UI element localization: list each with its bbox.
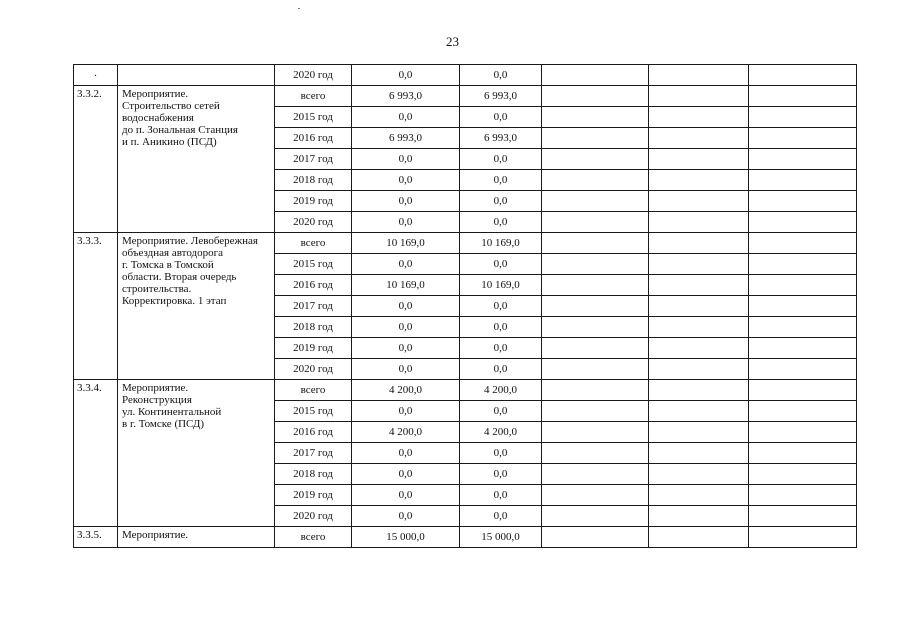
empty-cell [749, 359, 857, 380]
value-budget-cell: 10 169,0 [460, 275, 542, 296]
description-line: ул. Континентальной [122, 406, 222, 418]
year-cell: 2017 год [275, 443, 352, 464]
empty-cell [542, 191, 649, 212]
empty-cell [649, 506, 749, 527]
empty-cell [749, 65, 857, 86]
table-row [74, 233, 857, 254]
empty-cell [649, 464, 749, 485]
empty-cell [749, 233, 857, 254]
empty-cell [542, 128, 649, 149]
value-budget-cell: 0,0 [460, 212, 542, 233]
empty-cell [749, 191, 857, 212]
value-budget-cell: 4 200,0 [460, 380, 542, 401]
empty-cell [649, 317, 749, 338]
empty-cell [649, 254, 749, 275]
empty-cell [542, 296, 649, 317]
value-budget-cell: 0,0 [460, 359, 542, 380]
item-number-cell: . [74, 65, 118, 86]
year-cell: 2016 год [275, 128, 352, 149]
empty-cell [649, 338, 749, 359]
year-cell: 2015 год [275, 107, 352, 128]
empty-cell [649, 149, 749, 170]
value-total-cell: 0,0 [352, 296, 460, 317]
value-total-cell: 0,0 [352, 359, 460, 380]
empty-cell [649, 107, 749, 128]
year-cell: 2020 год [275, 212, 352, 233]
value-budget-cell: 0,0 [460, 107, 542, 128]
value-total-cell: 0,0 [352, 401, 460, 422]
empty-cell [749, 380, 857, 401]
description-line: объездная автодорога [122, 247, 223, 259]
value-total-cell: 0,0 [352, 191, 460, 212]
empty-cell [542, 86, 649, 107]
empty-cell [649, 443, 749, 464]
empty-cell [542, 401, 649, 422]
financing-table [73, 64, 857, 548]
empty-cell [542, 317, 649, 338]
empty-cell [649, 275, 749, 296]
empty-cell [649, 128, 749, 149]
empty-cell [542, 275, 649, 296]
year-cell: 2018 год [275, 464, 352, 485]
empty-cell [749, 443, 857, 464]
item-number-cell: 3.3.3. [74, 233, 118, 380]
description-line: Реконструкция [122, 394, 192, 406]
empty-cell [542, 65, 649, 86]
empty-cell [649, 401, 749, 422]
description-line: Мероприятие. [122, 382, 189, 394]
description-line: водоснабжения [122, 112, 194, 124]
empty-cell [542, 212, 649, 233]
value-total-cell: 0,0 [352, 107, 460, 128]
table-row [74, 65, 857, 86]
empty-cell [749, 422, 857, 443]
value-budget-cell: 6 993,0 [460, 128, 542, 149]
table-row [74, 86, 857, 107]
value-budget-cell: 0,0 [460, 506, 542, 527]
description-line: области. Вторая очередь [122, 271, 237, 283]
empty-cell [649, 485, 749, 506]
empty-cell [542, 170, 649, 191]
value-budget-cell: 0,0 [460, 317, 542, 338]
page-number: 23 [446, 34, 459, 49]
item-number-cell: 3.3.5. [74, 527, 118, 548]
description-line: до п. Зональная Станция [122, 124, 238, 136]
value-total-cell: 0,0 [352, 254, 460, 275]
empty-cell [749, 107, 857, 128]
value-budget-cell: 0,0 [460, 401, 542, 422]
value-total-cell: 6 993,0 [352, 86, 460, 107]
empty-cell [749, 464, 857, 485]
description-line: Мероприятие. [122, 88, 189, 100]
empty-cell [542, 527, 649, 548]
year-cell: 2018 год [275, 317, 352, 338]
empty-cell [542, 443, 649, 464]
description-line: Мероприятие. [122, 529, 189, 541]
year-cell: 2017 год [275, 149, 352, 170]
year-cell: 2015 год [275, 254, 352, 275]
value-budget-cell: 0,0 [460, 149, 542, 170]
table-row [74, 527, 857, 548]
description-line: Мероприятие. Левобережная [122, 235, 258, 247]
description-line: в г. Томске (ПСД) [122, 418, 205, 430]
year-cell: всего [275, 233, 352, 254]
value-total-cell: 10 169,0 [352, 275, 460, 296]
year-cell: 2019 год [275, 191, 352, 212]
empty-cell [749, 149, 857, 170]
year-cell: всего [275, 86, 352, 107]
value-total-cell: 6 993,0 [352, 128, 460, 149]
year-cell: 2020 год [275, 65, 352, 86]
empty-cell [749, 296, 857, 317]
description-line: и п. Аникино (ПСД) [122, 136, 217, 148]
value-budget-cell: 4 200,0 [460, 422, 542, 443]
empty-cell [649, 86, 749, 107]
value-budget-cell: 0,0 [460, 65, 542, 86]
empty-cell [649, 191, 749, 212]
empty-cell [749, 338, 857, 359]
empty-cell [542, 107, 649, 128]
year-cell: 2015 год [275, 401, 352, 422]
empty-cell [649, 212, 749, 233]
value-budget-cell: 0,0 [460, 254, 542, 275]
value-budget-cell: 0,0 [460, 296, 542, 317]
value-total-cell: 4 200,0 [352, 380, 460, 401]
year-cell: 2017 год [275, 296, 352, 317]
value-total-cell: 0,0 [352, 65, 460, 86]
value-total-cell: 0,0 [352, 212, 460, 233]
empty-cell [749, 506, 857, 527]
description-cell [118, 86, 275, 233]
value-total-cell: 10 169,0 [352, 233, 460, 254]
empty-cell [749, 170, 857, 191]
empty-cell [542, 506, 649, 527]
value-budget-cell: 6 993,0 [460, 86, 542, 107]
empty-cell [542, 254, 649, 275]
value-total-cell: 0,0 [352, 485, 460, 506]
empty-cell [749, 275, 857, 296]
scan-speck [298, 8, 300, 9]
value-total-cell: 0,0 [352, 443, 460, 464]
empty-cell [649, 296, 749, 317]
year-cell: 2016 год [275, 422, 352, 443]
empty-cell [649, 380, 749, 401]
empty-cell [649, 359, 749, 380]
empty-cell [542, 233, 649, 254]
empty-cell [649, 65, 749, 86]
year-cell: 2019 год [275, 485, 352, 506]
empty-cell [749, 485, 857, 506]
description-cell [118, 527, 275, 548]
year-cell: 2020 год [275, 506, 352, 527]
empty-cell [749, 317, 857, 338]
year-cell: 2020 год [275, 359, 352, 380]
empty-cell [749, 401, 857, 422]
description-line: строительства. [122, 283, 192, 295]
year-cell: 2016 год [275, 275, 352, 296]
item-number-cell: 3.3.4. [74, 380, 118, 527]
value-total-cell: 4 200,0 [352, 422, 460, 443]
year-cell: всего [275, 527, 352, 548]
empty-cell [749, 128, 857, 149]
year-cell: 2019 год [275, 338, 352, 359]
description-cell [118, 233, 275, 380]
empty-cell [749, 254, 857, 275]
empty-cell [749, 86, 857, 107]
value-budget-cell: 0,0 [460, 464, 542, 485]
empty-cell [542, 422, 649, 443]
value-total-cell: 0,0 [352, 317, 460, 338]
value-total-cell: 0,0 [352, 464, 460, 485]
description-cell [118, 380, 275, 527]
value-total-cell: 0,0 [352, 338, 460, 359]
empty-cell [542, 464, 649, 485]
table-body [74, 65, 857, 548]
description-line: г. Томска в Томской [122, 259, 214, 271]
empty-cell [542, 338, 649, 359]
value-budget-cell: 0,0 [460, 170, 542, 191]
value-budget-cell: 0,0 [460, 338, 542, 359]
year-cell: 2018 год [275, 170, 352, 191]
empty-cell [649, 422, 749, 443]
empty-cell [649, 233, 749, 254]
table-row [74, 380, 857, 401]
description-line: Корректировка. 1 этап [122, 295, 227, 307]
description-line: Строительство сетей [122, 100, 220, 112]
empty-cell [542, 380, 649, 401]
empty-cell [542, 485, 649, 506]
value-budget-cell: 0,0 [460, 485, 542, 506]
empty-cell [649, 527, 749, 548]
value-total-cell: 15 000,0 [352, 527, 460, 548]
value-budget-cell: 0,0 [460, 443, 542, 464]
empty-cell [542, 149, 649, 170]
value-total-cell: 0,0 [352, 170, 460, 191]
year-cell: всего [275, 380, 352, 401]
value-total-cell: 0,0 [352, 506, 460, 527]
value-total-cell: 0,0 [352, 149, 460, 170]
value-budget-cell: 10 169,0 [460, 233, 542, 254]
item-number-cell: 3.3.2. [74, 86, 118, 233]
empty-cell [649, 170, 749, 191]
value-budget-cell: 15 000,0 [460, 527, 542, 548]
empty-cell [542, 359, 649, 380]
value-budget-cell: 0,0 [460, 191, 542, 212]
description-cell [118, 65, 275, 86]
empty-cell [749, 212, 857, 233]
empty-cell [749, 527, 857, 548]
